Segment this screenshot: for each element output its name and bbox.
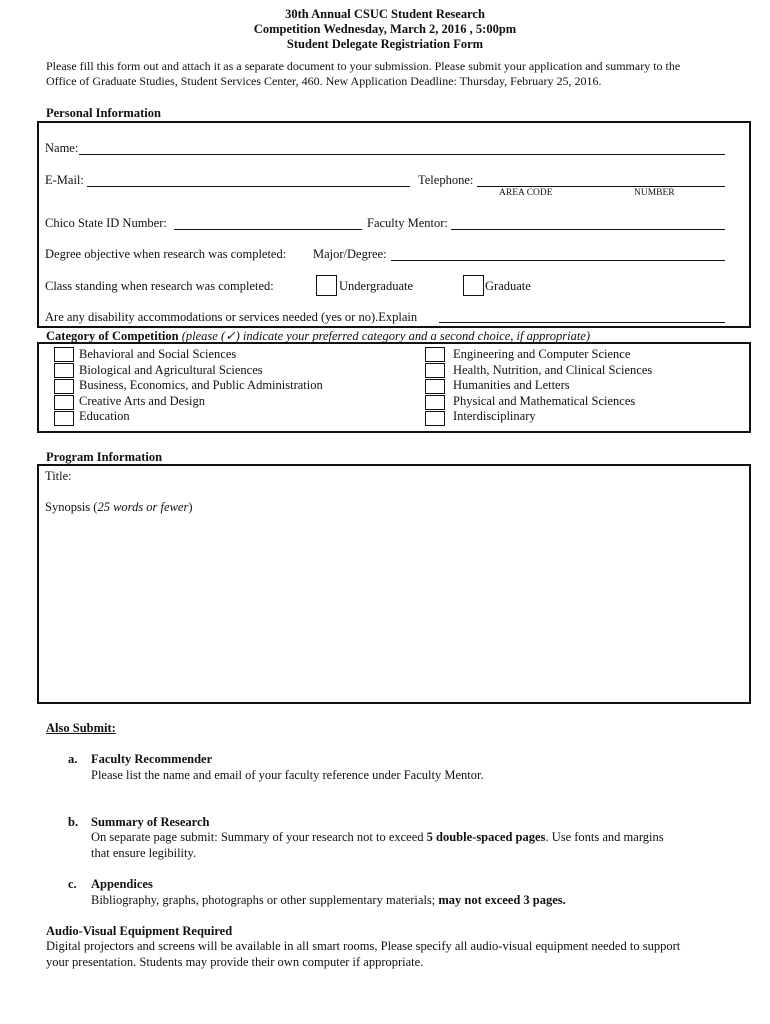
category-checkbox[interactable] xyxy=(425,395,445,410)
category-label: Engineering and Computer Science xyxy=(453,347,631,361)
summary-of-research-text-1: On separate page submit: Summary of your research not to exceed 5 double-spaced pages. Use fonts and margins xyxy=(91,830,664,844)
page-limit-emphasis: 5 double-spaced pages xyxy=(426,830,546,844)
av-heading: Audio-Visual Equipment Required xyxy=(46,924,233,938)
number-caption: NUMBER xyxy=(634,188,675,198)
category-label: Business, Economics, and Public Administration xyxy=(79,378,323,392)
appendices-limit-emphasis: may not exceed 3 pages. xyxy=(438,893,566,907)
summary-of-research-title: Summary of Research xyxy=(91,815,210,829)
category-checkbox[interactable] xyxy=(425,347,445,362)
category-heading: Category of Competition xyxy=(46,329,179,343)
av-text-1: Digital projectors and screens will be available in all smart rooms, Please specify all audio-visual equipment needed to support xyxy=(46,939,681,953)
faculty-mentor-field[interactable] xyxy=(451,229,725,230)
degree-objective-label: Degree objective when research was completed: xyxy=(45,247,287,261)
personal-info-heading: Personal Information xyxy=(46,106,161,120)
faculty-recommender-title: Faculty Recommender xyxy=(91,752,213,766)
form-title-line-2: Competition Wednesday, March 2, 2016 , 5:00pm xyxy=(253,22,517,36)
category-checkbox[interactable] xyxy=(54,379,74,394)
category-note: (please (✓) indicate your preferred category and a second choice, if appropriate) xyxy=(181,329,591,343)
graduate-label: Graduate xyxy=(485,279,531,293)
item-c-letter: c. xyxy=(68,877,77,891)
id-number-field[interactable] xyxy=(174,229,362,230)
category-label: Humanities and Letters xyxy=(453,378,570,392)
faculty-mentor-label: Faculty Mentor: xyxy=(367,216,448,230)
item-b-letter: b. xyxy=(68,815,79,829)
disability-label: Are any disability accommodations or services needed (yes or no).Explain xyxy=(45,310,418,324)
synopsis-word-limit: 25 words or fewer xyxy=(97,500,189,514)
form-title-line-3: Student Delegate Registriation Form xyxy=(286,37,484,51)
category-checkbox[interactable] xyxy=(54,347,74,362)
graduate-checkbox[interactable] xyxy=(463,275,484,296)
category-label: Biological and Agricultural Sciences xyxy=(79,363,263,377)
name-label: Name: xyxy=(45,141,79,155)
category-label: Interdisciplinary xyxy=(453,409,536,423)
email-field[interactable] xyxy=(87,186,410,187)
telephone-field[interactable] xyxy=(477,186,725,187)
also-submit-heading: Also Submit: xyxy=(46,721,116,735)
program-info-heading: Program Information xyxy=(46,450,163,464)
class-standing-label: Class standing when research was completed: xyxy=(45,279,274,293)
item-a-letter: a. xyxy=(68,752,78,766)
email-label: E-Mail: xyxy=(45,173,84,187)
form-title-line-1: 30th Annual CSUC Student Research xyxy=(285,7,485,21)
category-label: Education xyxy=(79,409,130,423)
summary-of-research-text-2: that ensure legibility. xyxy=(91,846,197,860)
category-checkbox[interactable] xyxy=(425,411,445,426)
appendices-text: Bibliography, graphs, photographs or other supplementary materials; may not exceed 3 pages. xyxy=(91,893,566,907)
category-label: Behavioral and Social Sciences xyxy=(79,347,237,361)
category-checkbox[interactable] xyxy=(54,363,74,378)
faculty-recommender-text: Please list the name and email of your faculty reference under Faculty Mentor. xyxy=(91,768,484,782)
intro-line-1: Please fill this form out and attach it as a separate document to your submission. Please submit your application and summary to the xyxy=(46,59,681,73)
undergraduate-checkbox[interactable] xyxy=(316,275,337,296)
major-degree-field[interactable] xyxy=(391,260,725,261)
intro-line-2: Office of Graduate Studies, Student Services Center, 460. New Application Deadline: Thursday, February 25, 2016. xyxy=(46,74,602,88)
category-checkbox[interactable] xyxy=(54,395,74,410)
category-label: Health, Nutrition, and Clinical Sciences xyxy=(453,363,653,377)
category-label: Physical and Mathematical Sciences xyxy=(453,394,636,408)
category-label: Creative Arts and Design xyxy=(79,394,206,408)
category-checkbox[interactable] xyxy=(425,363,445,378)
major-degree-label: Major/Degree: xyxy=(313,247,387,261)
synopsis-label: Synopsis (25 words or fewer) xyxy=(45,500,193,514)
av-text-2: your presentation. Students may provide their own computer if appropriate. xyxy=(46,955,424,969)
category-checkbox[interactable] xyxy=(425,379,445,394)
name-field[interactable] xyxy=(79,154,725,155)
area-code-caption: AREA CODE xyxy=(499,188,553,198)
undergraduate-label: Undergraduate xyxy=(339,279,414,293)
disability-field[interactable] xyxy=(439,322,725,323)
category-checkbox[interactable] xyxy=(54,411,74,426)
appendices-title: Appendices xyxy=(91,877,153,891)
program-title-label: Title: xyxy=(45,469,72,483)
telephone-label: Telephone: xyxy=(418,173,474,187)
id-number-label: Chico State ID Number: xyxy=(45,216,167,230)
